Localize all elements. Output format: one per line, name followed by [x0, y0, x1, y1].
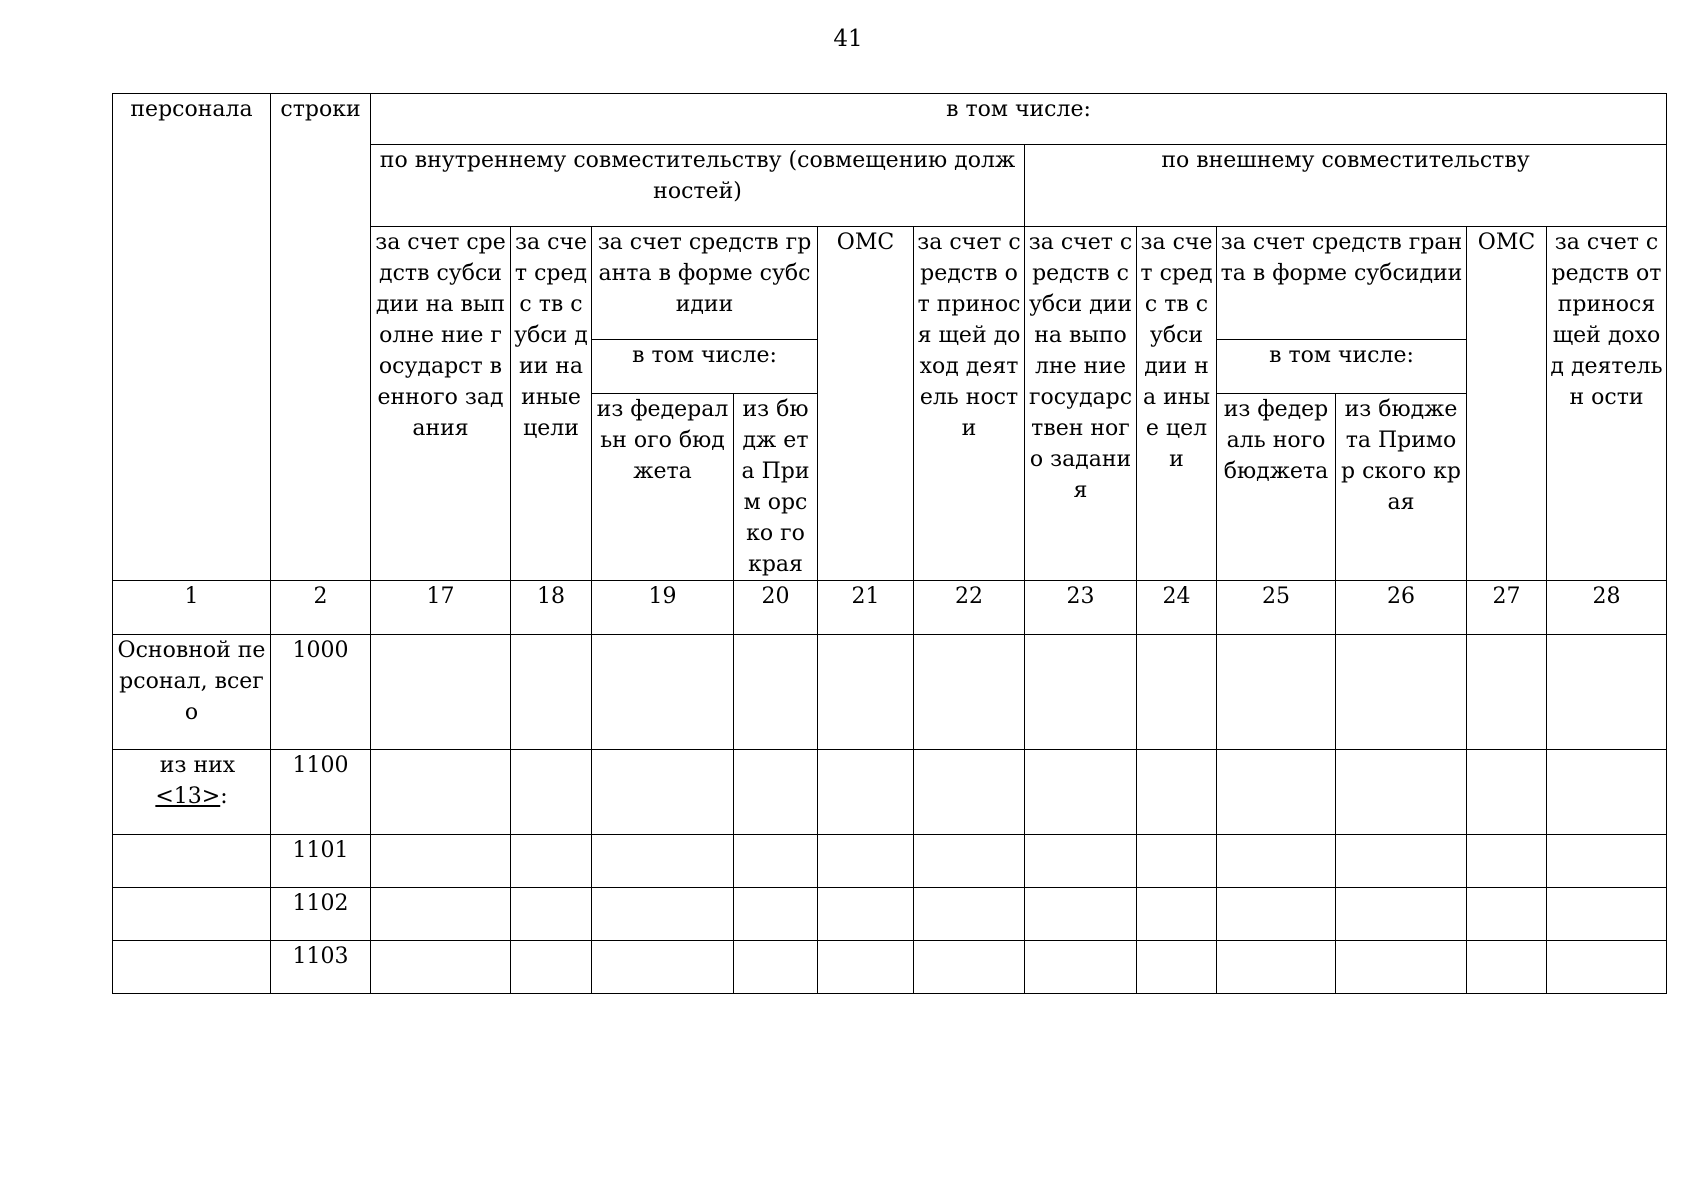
- header-external-combining: по внешнему совместительству: [1025, 145, 1667, 227]
- data-cell: [511, 941, 592, 994]
- data-cell: [734, 750, 818, 835]
- header-int-oms: ОМС: [818, 227, 914, 581]
- column-number: 17: [371, 581, 511, 635]
- data-cell: [914, 888, 1025, 941]
- table-row: [113, 750, 1667, 835]
- header-int-grant: за счет средств гранта в форме субсидии: [592, 227, 818, 340]
- column-number: 26: [1336, 581, 1467, 635]
- data-cell: [371, 635, 511, 750]
- row-code: 1101: [271, 835, 371, 888]
- data-cell: [914, 835, 1025, 888]
- data-cell: [914, 635, 1025, 750]
- column-number: 2: [271, 581, 371, 635]
- data-cell: [818, 750, 914, 835]
- column-number: 27: [1467, 581, 1547, 635]
- header-ext-grant-regional: из бюджета Примор ского края: [1336, 394, 1467, 581]
- page-number: 41: [833, 26, 863, 52]
- header-internal-combining: по внутреннему совместительству (совмещению должностей): [371, 145, 1025, 227]
- row-label: Основной персонал, всего: [113, 635, 271, 750]
- data-cell: [734, 941, 818, 994]
- data-cell: [1336, 941, 1467, 994]
- table-row: [113, 888, 1667, 941]
- data-cell: [1025, 750, 1137, 835]
- data-cell: [818, 941, 914, 994]
- header-ext-subsidy-other: за счет средс тв субси дии на иные цели: [1137, 227, 1217, 581]
- header-ext-subsidy-state-task: за счет средств субси дии на выполне ние государс твен ного задания: [1025, 227, 1137, 581]
- data-cell: [1336, 888, 1467, 941]
- header-line-code: строки: [271, 94, 371, 581]
- column-number: 28: [1547, 581, 1667, 635]
- table-row: [113, 835, 1667, 888]
- data-cell: [592, 750, 734, 835]
- column-number-row: [113, 581, 1667, 635]
- header-int-subsidy-state-task: за счет средств субсидии на выполне ние государст венного задания: [371, 227, 511, 581]
- data-cell: [1336, 835, 1467, 888]
- data-cell: [1025, 888, 1137, 941]
- column-number: 24: [1137, 581, 1217, 635]
- data-cell: [1025, 835, 1137, 888]
- data-cell: [1217, 835, 1336, 888]
- data-cell: [371, 750, 511, 835]
- data-cell: [818, 888, 914, 941]
- row-label: [113, 835, 271, 888]
- data-cell: [1137, 888, 1217, 941]
- header-ext-grant: за счет средств гранта в форме субсидии: [1217, 227, 1467, 340]
- data-cell: [1336, 635, 1467, 750]
- data-cell: [734, 835, 818, 888]
- column-number: 22: [914, 581, 1025, 635]
- data-cell: [511, 888, 592, 941]
- header-ext-grant-including: в том числе:: [1217, 340, 1467, 394]
- data-cell: [1467, 888, 1547, 941]
- data-cell: [914, 750, 1025, 835]
- data-cell: [734, 888, 818, 941]
- column-number: 21: [818, 581, 914, 635]
- data-cell: [511, 835, 592, 888]
- row-code: 1102: [271, 888, 371, 941]
- data-cell: [1025, 635, 1137, 750]
- data-cell: [592, 888, 734, 941]
- header-int-grant-including: в том числе:: [592, 340, 818, 394]
- data-cell: [371, 941, 511, 994]
- row-label-suffix: :: [220, 784, 228, 809]
- data-cell: [818, 835, 914, 888]
- staffing-table: [112, 93, 1667, 994]
- header-ext-oms: ОМС: [1467, 227, 1547, 581]
- footnote-ref-link[interactable]: <13>: [155, 784, 221, 809]
- data-cell: [1217, 750, 1336, 835]
- table-row: [113, 635, 1667, 750]
- data-cell: [1137, 635, 1217, 750]
- data-cell: [592, 941, 734, 994]
- row-label: [113, 750, 271, 835]
- column-number: 23: [1025, 581, 1137, 635]
- data-cell: [1467, 941, 1547, 994]
- data-cell: [371, 888, 511, 941]
- header-int-grant-federal: из федеральн ого бюджета: [592, 394, 734, 581]
- header-ext-grant-federal: из федераль ного бюджета: [1217, 394, 1336, 581]
- table-row: [113, 941, 1667, 994]
- data-cell: [1137, 750, 1217, 835]
- data-cell: [1137, 941, 1217, 994]
- column-number: 1: [113, 581, 271, 635]
- data-cell: [1547, 941, 1667, 994]
- data-cell: [1547, 750, 1667, 835]
- header-ext-income: за счет средств от принося щей доход деятельн ости: [1547, 227, 1667, 581]
- data-cell: [1217, 888, 1336, 941]
- column-number: 20: [734, 581, 818, 635]
- column-number: 25: [1217, 581, 1336, 635]
- data-cell: [511, 750, 592, 835]
- data-cell: [1025, 941, 1137, 994]
- data-cell: [1467, 835, 1547, 888]
- data-cell: [1547, 835, 1667, 888]
- row-label: [113, 941, 271, 994]
- row-code: 1100: [271, 750, 371, 835]
- data-cell: [818, 635, 914, 750]
- header-int-income: за счет средств от принося щей доход деятель ности: [914, 227, 1025, 581]
- data-cell: [1547, 888, 1667, 941]
- data-cell: [1217, 635, 1336, 750]
- header-int-grant-regional: из бюдж ета Прим орско го края: [734, 394, 818, 581]
- data-cell: [734, 635, 818, 750]
- column-number: 19: [592, 581, 734, 635]
- data-cell: [1137, 835, 1217, 888]
- data-cell: [1547, 635, 1667, 750]
- data-cell: [1336, 750, 1467, 835]
- row-label: [113, 888, 271, 941]
- data-cell: [1217, 941, 1336, 994]
- data-cell: [371, 835, 511, 888]
- header-personnel: персонала: [113, 94, 271, 581]
- data-cell: [1467, 750, 1547, 835]
- data-cell: [511, 635, 592, 750]
- data-cell: [592, 835, 734, 888]
- row-code: 1103: [271, 941, 371, 994]
- row-label-prefix: из них: [159, 753, 236, 778]
- data-cell: [1467, 635, 1547, 750]
- header-int-subsidy-other: за счет средс тв субси дии на иные цели: [511, 227, 592, 581]
- row-code: 1000: [271, 635, 371, 750]
- header-including: в том числе:: [371, 94, 1667, 145]
- data-cell: [914, 941, 1025, 994]
- data-cell: [592, 635, 734, 750]
- column-number: 18: [511, 581, 592, 635]
